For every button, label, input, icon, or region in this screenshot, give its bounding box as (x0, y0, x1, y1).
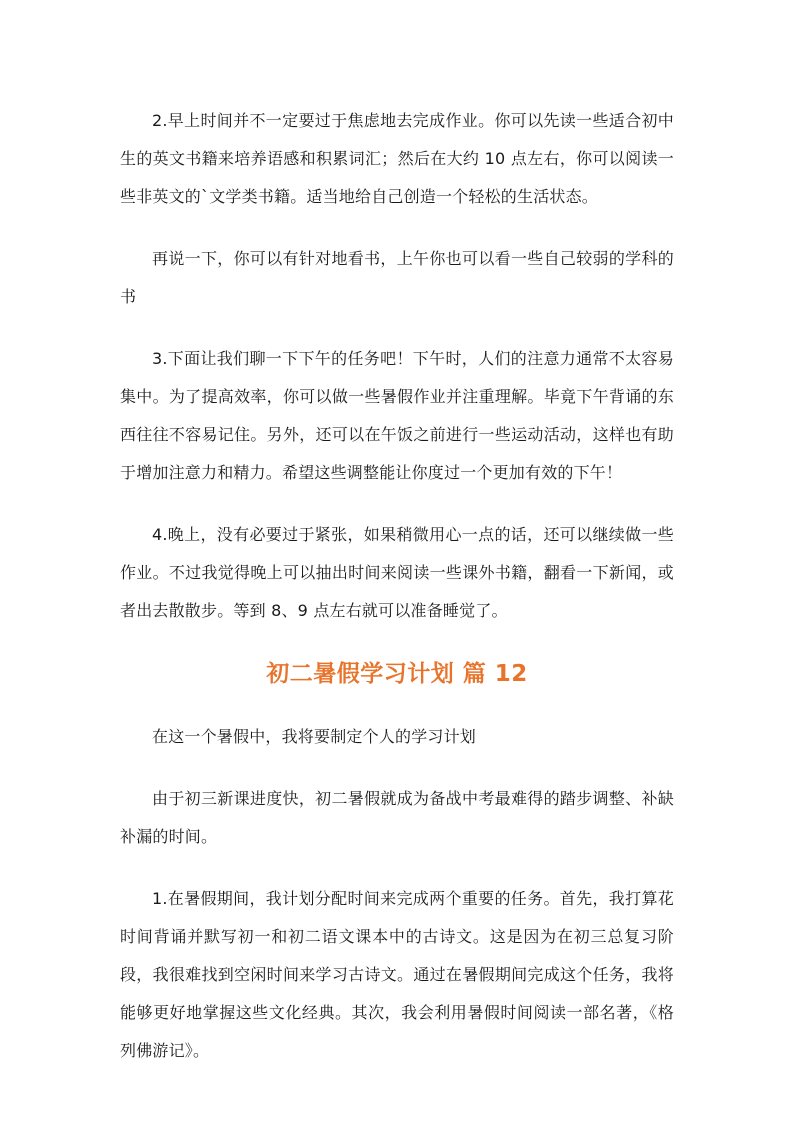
document-body (120, 102, 674, 1070)
paragraph-intro: 在这一个暑假中，我将要制定个人的学习计划 (152, 727, 477, 746)
paragraph-evening: 4.晚上，没有必要过于紧张，如果稍微用心一点的话，还可以继续做一些作业。不过我觉得晚上可以抽出时间来阅读一些课外书籍，翻看一下新闻，或者出去散散步。等到 8、9 点左右就可以准备睡觉了。 (120, 525, 674, 620)
section-heading: 初二暑假学习计划 篇 12 (266, 661, 528, 687)
paragraph-targeted-reading: 再说一下，你可以有针对地看书，上午你也可以看一些自己较弱的学科的书 (120, 249, 674, 306)
paragraph-plan-1: 1.在暑假期间，我计划分配时间来完成两个重要的任务。首先，我打算花时间背诵并默写初一和初二语文课本中的古诗文。这是因为在初三总复习阶段，我很难找到空闲时间来学习古诗文。通过在暑假期间完成这个任务，我将能够更好地掌握这些文化经典。其次，我会利用暑假时间阅读一部名著，《格列佛游记》。 (120, 889, 674, 1060)
paragraph-afternoon: 3.下面让我们聊一下下午的任务吧！下午时，人们的注意力通常不太容易集中。为了提高效率，你可以做一些暑假作业并注重理解。毕竟下午背诵的东西往往不容易记住。另外，还可以在午饭之前进行一些运动活动，这样也有助于增加注意力和精力。希望这些调整能让你度过一个更加有效的下午！ (120, 349, 674, 482)
paragraph-morning: 2.早上时间并不一定要过于焦虑地去完成作业。你可以先读一些适合初中生的英文书籍来培养语感和积累词汇；然后在大约 10 点左右，你可以阅读一些非英文的`文学类书籍。适当地给自己创造一个轻松的生活状态。 (120, 111, 674, 206)
paragraph-reason: 由于初三新课进度快，初二暑假就成为备战中考最难得的踏步调整、补缺补漏的时间。 (120, 789, 674, 846)
